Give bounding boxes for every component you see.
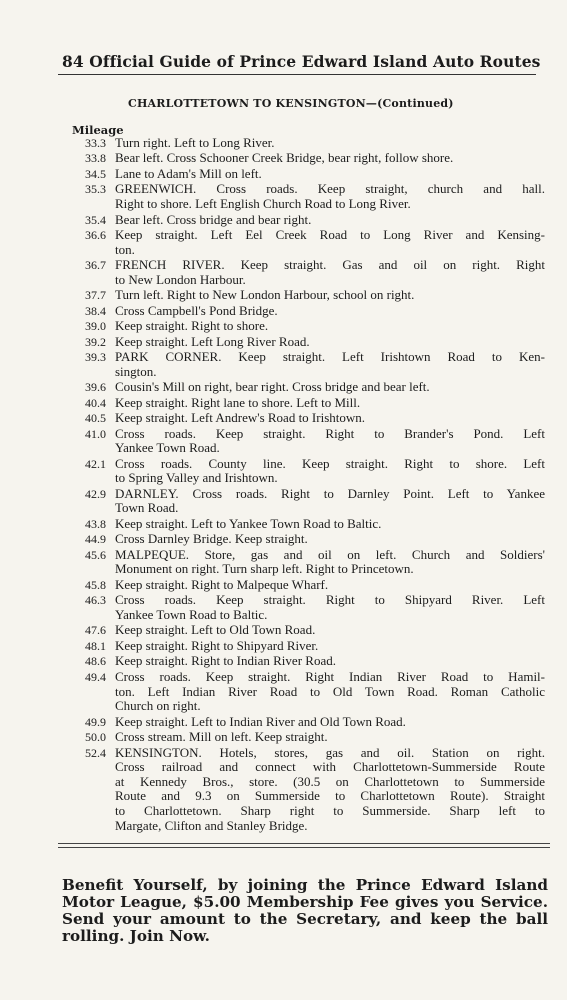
direction-line: Church on right. (115, 698, 201, 714)
direction-line: Route and 9.3 on Summerside to Charlottetown Route). Straight (115, 788, 545, 804)
direction-line: Yankee Town Road to Baltic. (115, 607, 268, 622)
mileage-value: 35.3 (85, 182, 106, 197)
mileage-value: 33.8 (85, 151, 106, 166)
mileage-value: 35.4 (85, 212, 106, 227)
route-entry (72, 335, 552, 350)
advertisement-line: Benefit Yourself, by joining the Prince Edward Island (62, 876, 548, 894)
direction-text (115, 288, 545, 303)
mileage-value: 44.9 (85, 532, 106, 547)
route-entry (72, 517, 552, 532)
route-entry (72, 228, 552, 257)
mileage-value: 41.0 (85, 426, 106, 441)
route-entry (72, 350, 552, 379)
direction-text (115, 548, 545, 577)
direction-text (115, 411, 545, 426)
mileage-label: Mileage (72, 123, 124, 137)
advertisement-line: Send your amount to the Secretary, and keep the ball (62, 910, 548, 928)
direction-line: to Spring Valley and Irishtown. (115, 470, 278, 486)
advertisement-line: rolling. Join Now. (62, 927, 210, 945)
direction-text (115, 228, 545, 257)
direction-line: to New London Harbour. (115, 271, 246, 287)
direction-line: Town Road. (115, 500, 179, 516)
direction-line: KENSINGTON. Hotels, stores, gas and oil. Station on right. (115, 744, 545, 760)
direction-line: Cross stream. Mill on left. Keep straight. (115, 729, 328, 745)
route-entry (72, 427, 552, 456)
mileage-value: 46.3 (85, 593, 106, 608)
direction-line: PARK CORNER. Keep straight. Left Irishtown Road to Ken- (115, 349, 545, 365)
direction-text (115, 517, 545, 532)
direction-text (115, 730, 545, 745)
direction-line: Cross roads. Keep straight. Right to Brander's Pond. Left (115, 425, 545, 441)
direction-line: ton. Left Indian River Road to Old Town Road. Roman Catholic (115, 683, 545, 699)
mileage-value: 47.6 (85, 623, 106, 638)
advertisement-line: Motor League, $5.00 Membership Fee gives you Service. (62, 893, 548, 911)
route-entry (72, 411, 552, 426)
route-entry (72, 639, 552, 654)
direction-line: Keep straight. Right to Indian River Road. (115, 653, 336, 669)
route-entry (72, 167, 552, 182)
mileage-value: 49.9 (85, 714, 106, 729)
direction-line: Cousin's Mill on right, bear right. Cross bridge and bear left. (115, 379, 430, 395)
direction-text (115, 167, 545, 182)
direction-text (115, 136, 545, 151)
direction-line: sington. (115, 363, 157, 379)
direction-text (115, 578, 545, 593)
direction-line: Keep straight. Left Eel Creek Road to Long River and Kensing- (115, 227, 545, 243)
route-entry (72, 136, 552, 151)
mileage-value: 36.7 (85, 258, 106, 273)
mileage-value: 39.0 (85, 319, 106, 334)
route-entry (72, 304, 552, 319)
divider-rule-bottom (58, 847, 550, 848)
direction-text (115, 350, 545, 379)
direction-line: Keep straight. Right to Shipyard River. (115, 637, 319, 653)
direction-line: Yankee Town Road. (115, 440, 220, 456)
direction-line: Keep straight. Left to Old Town Road. (115, 622, 316, 638)
direction-line: GREENWICH. Cross roads. Keep straight, church and hall. (115, 181, 545, 197)
route-entry (72, 532, 552, 547)
mileage-value: 39.6 (85, 380, 106, 395)
page-header-title: 84 Official Guide of Prince Edward Island Auto Routes (62, 52, 541, 71)
route-entry (72, 182, 552, 211)
direction-line: Margate, Clifton and Stanley Bridge. (115, 817, 308, 833)
route-entry (72, 319, 552, 334)
mileage-value: 50.0 (85, 730, 106, 745)
direction-text (115, 380, 545, 395)
direction-line: Cross Darnley Bridge. Keep straight. (115, 531, 308, 547)
mileage-value: 39.2 (85, 334, 106, 349)
mileage-value: 49.4 (85, 669, 106, 684)
mileage-value: 39.3 (85, 350, 106, 365)
direction-text (115, 258, 545, 287)
divider-rule-top (58, 843, 550, 844)
direction-line: Cross roads. Keep straight. Right Indian River Road to Hamil- (115, 668, 545, 684)
route-entry (72, 151, 552, 166)
mileage-value: 45.8 (85, 577, 106, 592)
direction-text (115, 182, 545, 211)
direction-text (115, 151, 545, 166)
direction-text (115, 304, 545, 319)
direction-text (115, 396, 545, 411)
direction-line: to Charlottetown. Sharp right to Summerside. Sharp left to (115, 802, 545, 818)
mileage-value: 43.8 (85, 516, 106, 531)
direction-text (115, 427, 545, 456)
direction-text (115, 670, 545, 714)
mileage-value: 42.9 (85, 486, 106, 501)
route-list (72, 136, 552, 834)
route-entry (72, 746, 552, 834)
direction-line: Lane to Adam's Mill on left. (115, 165, 262, 181)
direction-text (115, 487, 545, 516)
direction-line: DARNLEY. Cross roads. Right to Darnley Point. Left to Yankee (115, 485, 545, 501)
mileage-value: 40.4 (85, 395, 106, 410)
mileage-value: 33.3 (85, 136, 106, 150)
direction-line: Keep straight. Left to Indian River and Old Town Road. (115, 713, 406, 729)
route-entry (72, 548, 552, 577)
direction-line: Monument on right. Turn sharp left. Right to Princetown. (115, 561, 414, 577)
direction-line: Keep straight. Right to shore. (115, 318, 269, 334)
header-rule (58, 74, 536, 75)
direction-line: Bear left. Cross bridge and bear right. (115, 211, 312, 227)
direction-line: Keep straight. Left Andrew's Road to Irishtown. (115, 410, 366, 426)
direction-text (115, 213, 545, 228)
direction-text (115, 532, 545, 547)
direction-text (115, 593, 545, 622)
direction-line: Turn left. Right to New London Harbour, school on right. (115, 287, 415, 303)
route-entry (72, 258, 552, 287)
direction-line: FRENCH RIVER. Keep straight. Gas and oil on right. Right (115, 257, 545, 273)
route-entry (72, 730, 552, 745)
direction-line: at Kennedy Bros., store. (30.5 on Charlottetown to Summerside (115, 773, 545, 789)
direction-line: Right to shore. Left English Church Road to Long River. (115, 196, 411, 212)
direction-text (115, 715, 545, 730)
mileage-value: 42.1 (85, 456, 106, 471)
direction-line: Turn right. Left to Long River. (115, 135, 275, 150)
direction-line: Cross roads. Keep straight. Right to Shipyard River. Left (115, 592, 545, 608)
direction-text (115, 623, 545, 638)
direction-line: ton. (115, 241, 135, 257)
direction-line: MALPEQUE. Store, gas and oil on left. Church and Soldiers' (115, 546, 545, 562)
mileage-value: 52.4 (85, 745, 106, 760)
route-entry (72, 670, 552, 714)
route-entry (72, 715, 552, 730)
mileage-value: 40.5 (85, 411, 106, 426)
direction-line: Cross railroad and connect with Charlottetown-Summerside Route (115, 759, 545, 775)
route-entry (72, 623, 552, 638)
route-entry (72, 213, 552, 228)
direction-text (115, 319, 545, 334)
direction-line: Cross Campbell's Pond Bridge. (115, 302, 278, 318)
route-entry (72, 396, 552, 411)
section-title: CHARLOTTETOWN TO KENSINGTON—(Continued) (128, 97, 454, 110)
route-entry (72, 578, 552, 593)
direction-line: Keep straight. Left Long River Road. (115, 333, 310, 349)
direction-text (115, 746, 545, 834)
membership-advertisement (62, 877, 548, 945)
mileage-value: 37.7 (85, 288, 106, 303)
route-entry (72, 487, 552, 516)
mileage-value: 36.6 (85, 228, 106, 243)
mileage-value: 38.4 (85, 303, 106, 318)
direction-line: Bear left. Cross Schooner Creek Bridge, bear right, follow shore. (115, 150, 454, 166)
direction-text (115, 335, 545, 350)
mileage-value: 48.6 (85, 654, 106, 669)
direction-line: Keep straight. Left to Yankee Town Road to Baltic. (115, 515, 382, 531)
direction-line: Keep straight. Right to Malpeque Wharf. (115, 576, 329, 592)
route-entry (72, 380, 552, 395)
mileage-value: 45.6 (85, 547, 106, 562)
route-entry (72, 457, 552, 486)
route-entry (72, 593, 552, 622)
direction-line: Cross roads. County line. Keep straight. Right to shore. Left (115, 455, 545, 471)
direction-text (115, 457, 545, 486)
mileage-value: 34.5 (85, 166, 106, 181)
direction-text (115, 654, 545, 669)
route-entry (72, 654, 552, 669)
direction-line: Keep straight. Right lane to shore. Left to Mill. (115, 394, 361, 410)
mileage-value: 48.1 (85, 638, 106, 653)
direction-text (115, 639, 545, 654)
route-entry (72, 288, 552, 303)
